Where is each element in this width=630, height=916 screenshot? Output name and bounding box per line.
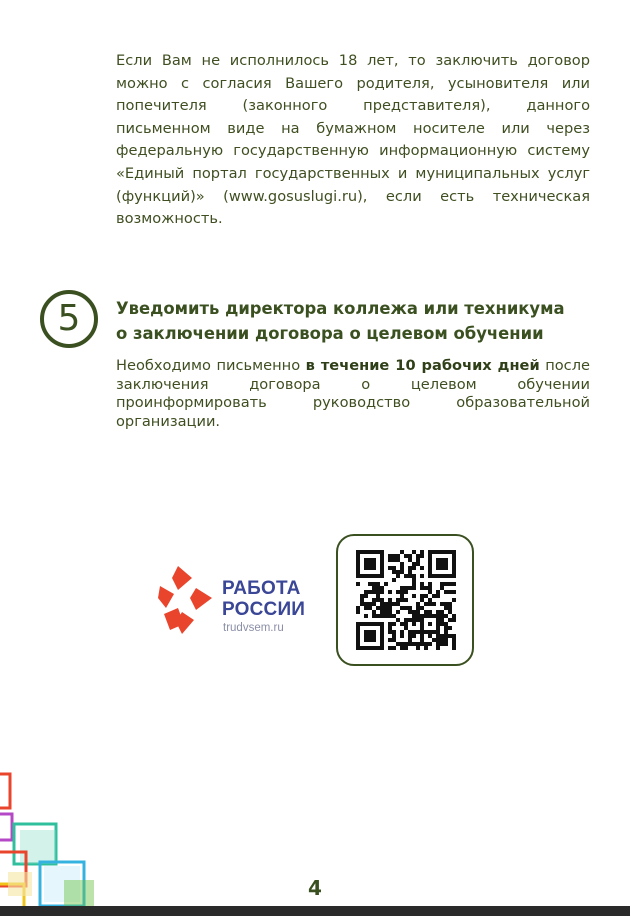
step-number: 5 bbox=[57, 298, 81, 339]
logo-url: trudvsem.ru bbox=[223, 622, 284, 634]
step-text-bold: в течение 10 рабочих дней bbox=[305, 357, 540, 374]
rabota-rossii-logo[interactable] bbox=[158, 564, 318, 636]
qr-code-icon bbox=[356, 550, 456, 650]
intro-paragraph: Если Вам не исполнилось 18 лет, то заключить договор можно с согласия Вашего родителя, усыновителя или попечителя (законного представителя), данного письменном виде на бумажном носителе или через федеральную государственную информационную систему «Единый портал государственных и муниципальных услуг (функций)» (www.gosuslugi.ru), если есть техническая возможность. bbox=[116, 52, 590, 228]
logo-line1: РАБОТА bbox=[222, 578, 301, 599]
qr-code-frame[interactable] bbox=[336, 534, 474, 666]
step-number-badge bbox=[40, 290, 98, 348]
step-text-before: Необходимо письменно bbox=[116, 357, 306, 374]
step-title-line1: Уведомить директора коллежа или техникума bbox=[116, 299, 565, 318]
decorative-squares-icon bbox=[0, 772, 100, 906]
step-paragraph bbox=[116, 357, 590, 431]
rabota-rossii-mark-icon bbox=[158, 564, 216, 636]
page-number: 4 bbox=[308, 876, 322, 900]
step-title bbox=[116, 296, 596, 346]
step-text-after: после заключения договора о целевом обучении проинформировать руководство образовательной организации. bbox=[116, 357, 591, 430]
step-title-line2: о заключении договора о целевом обучении bbox=[116, 324, 544, 343]
bottom-bar bbox=[0, 906, 630, 916]
logo-line2: РОССИИ bbox=[222, 599, 306, 620]
